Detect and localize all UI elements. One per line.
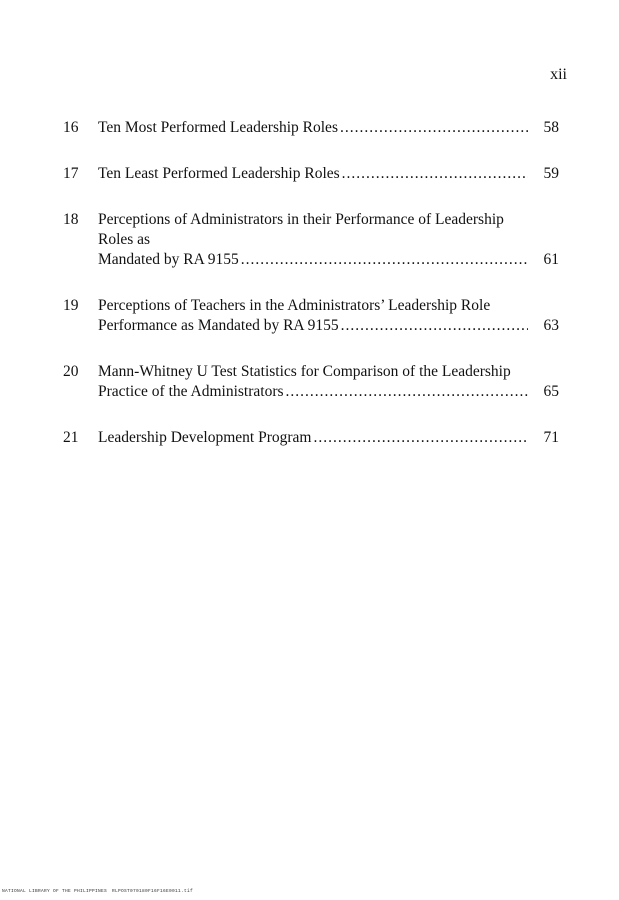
entry-page-number: 65 — [543, 383, 559, 400]
entry-number: 19 — [63, 297, 79, 314]
entry-page-number: 63 — [543, 317, 559, 334]
entry-title: Leadership Development Program — [98, 429, 312, 446]
scan-file-code: RLPOST070180F16F16E0011.tif — [112, 889, 194, 894]
entry-title: Perceptions of Administrators in their Performance of Leadership Roles as — [98, 211, 504, 248]
entry-title-cont: Mandated by RA 9155 — [98, 251, 239, 268]
entry-number: 16 — [63, 119, 79, 136]
toc-entry-21 — [0, 420, 619, 448]
entry-title: Ten Least Performed Leadership Roles — [98, 165, 340, 182]
toc-entry-18 — [0, 202, 619, 270]
entry-title: Perceptions of Teachers in the Administrators’ Leadership Role — [98, 297, 491, 314]
list-of-tables — [0, 110, 619, 466]
entry-number: 17 — [63, 165, 79, 182]
entry-number: 18 — [63, 211, 79, 228]
entry-title: Mann-Whitney U Test Statistics for Comparison of the Leadership — [98, 363, 511, 380]
toc-entry-17 — [0, 156, 619, 184]
toc-entry-20 — [0, 354, 619, 402]
toc-entry-16 — [0, 110, 619, 138]
entry-number: 21 — [63, 429, 79, 446]
entry-title-cont: Practice of the Administrators — [98, 383, 284, 400]
entry-number: 20 — [63, 363, 79, 380]
page-number: xii — [550, 66, 567, 83]
entry-title: Ten Most Performed Leadership Roles — [98, 119, 338, 136]
library-stamp: NATIONAL LIBRARY OF THE PHILIPPINES — [2, 889, 108, 894]
entry-page-number: 58 — [543, 119, 559, 136]
entry-page-number: 59 — [543, 165, 559, 182]
entry-page-number: 61 — [543, 251, 559, 268]
toc-entry-19 — [0, 288, 619, 336]
entry-page-number: 71 — [543, 429, 559, 446]
entry-title-cont: Performance as Mandated by RA 9155 — [98, 317, 339, 334]
